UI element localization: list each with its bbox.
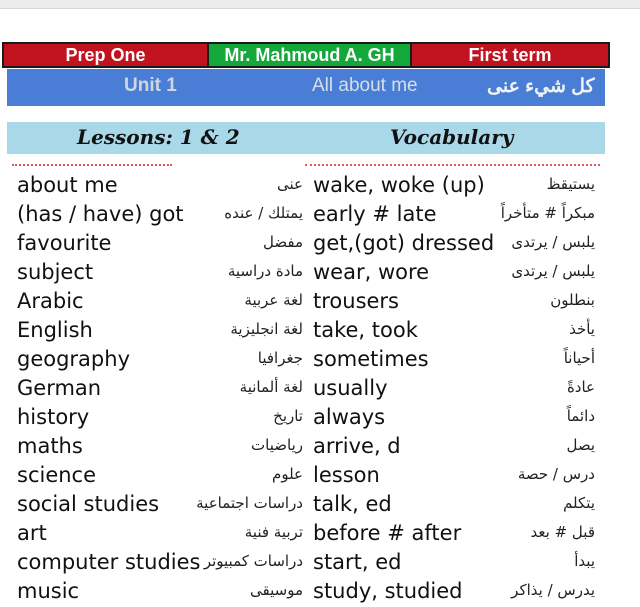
header-grade: Prep One <box>4 44 209 66</box>
vocab-row <box>313 288 595 317</box>
vocab-word-english: social studies <box>17 492 160 516</box>
vocab-row <box>313 201 595 230</box>
vocab-word-english: usually <box>313 376 388 400</box>
vocab-column-left <box>17 172 303 607</box>
vocab-word-arabic: يمتلك / عنده <box>224 204 303 222</box>
vocab-row <box>17 288 303 317</box>
vocab-row <box>313 172 595 201</box>
vocab-word-arabic: مفضل <box>263 233 303 251</box>
header-teacher: Mr. Mahmoud A. GH <box>209 44 412 66</box>
vocab-word-english: about me <box>17 173 118 197</box>
vocab-word-arabic: تاريخ <box>273 407 303 425</box>
vocab-word-english: German <box>17 376 102 400</box>
vocab-row <box>17 549 303 578</box>
header-row <box>2 42 610 68</box>
vocab-row <box>313 462 595 491</box>
vocab-word-english: Arabic <box>17 289 84 313</box>
vocab-row <box>17 520 303 549</box>
vocab-row <box>313 520 595 549</box>
vocab-word-english: art <box>17 521 47 545</box>
vocab-word-arabic: يأخذ <box>569 320 595 338</box>
vocab-word-arabic: جغرافيا <box>257 349 303 367</box>
vocab-word-arabic: علوم <box>272 465 303 483</box>
vocab-word-english: sometimes <box>313 347 429 371</box>
vocab-word-english: history <box>17 405 90 429</box>
vocab-word-english: get,(got) dressed <box>313 231 495 255</box>
vocab-word-english: subject <box>17 260 94 284</box>
vocab-row <box>313 549 595 578</box>
vocab-word-arabic: دراسات اجتماعية <box>196 494 303 512</box>
vocab-word-english: wake, woke (up) <box>313 173 485 197</box>
vocab-word-arabic: بنطلون <box>550 291 595 309</box>
header-term: First term <box>412 44 608 66</box>
vocab-row <box>313 433 595 462</box>
vocab-row <box>17 259 303 288</box>
vocab-word-arabic: دائماً <box>566 407 595 425</box>
vocab-row <box>17 578 303 607</box>
unit-bar <box>7 69 605 106</box>
vocab-row <box>313 491 595 520</box>
vocab-word-english: music <box>17 579 80 603</box>
vocab-row <box>313 259 595 288</box>
lessons-bar <box>7 122 605 154</box>
vocab-column-right <box>313 172 595 607</box>
vocab-word-arabic: موسيقى <box>250 581 303 599</box>
unit-title: All about me <box>312 75 418 96</box>
divider-left <box>12 164 172 166</box>
vocab-word-arabic: يستيقظ <box>546 175 595 193</box>
vocab-row <box>17 230 303 259</box>
vocab-word-arabic: مادة دراسية <box>227 262 303 280</box>
vocab-word-arabic: عادةً <box>566 378 595 396</box>
vocab-word-arabic: يصل <box>566 436 595 454</box>
vocab-word-english: lesson <box>313 463 380 487</box>
vocab-word-arabic: تربية فنية <box>244 523 303 541</box>
vocab-row <box>313 578 595 607</box>
vocab-word-english: before # after <box>313 521 462 545</box>
vocab-row <box>17 433 303 462</box>
vocab-word-arabic: لغة عربية <box>244 291 303 309</box>
vocab-row <box>313 375 595 404</box>
vocab-word-english: always <box>313 405 386 429</box>
top-border <box>0 0 640 9</box>
vocab-word-english: (has / have) got <box>17 202 184 226</box>
vocab-word-english: trousers <box>313 289 399 313</box>
vocab-word-english: early # late <box>313 202 437 226</box>
vocab-word-arabic: أحياناً <box>563 349 595 367</box>
vocab-word-english: arrive, d <box>313 434 401 458</box>
unit-label: Unit 1 <box>124 75 177 96</box>
vocab-word-english: study, studied <box>313 579 463 603</box>
vocab-word-arabic: لغة ألمانية <box>239 378 303 396</box>
vocab-word-arabic: يبدأ <box>574 552 595 570</box>
vocab-word-arabic: يلبس / يرتدى <box>511 233 595 251</box>
vocab-word-arabic: درس / حصة <box>517 465 595 483</box>
unit-title-arabic: كل شيء عنى <box>487 76 595 97</box>
vocab-row <box>17 172 303 201</box>
vocabulary-label: Vocabulary <box>390 125 514 149</box>
vocab-word-arabic: مبكراً # متأخراً <box>500 204 595 222</box>
vocab-word-english: favourite <box>17 231 112 255</box>
vocab-word-english: science <box>17 463 97 487</box>
vocab-row <box>17 404 303 433</box>
vocab-word-arabic: قبل # بعد <box>530 523 595 541</box>
vocab-word-english: maths <box>17 434 83 458</box>
vocab-row <box>313 317 595 346</box>
vocab-word-english: English <box>17 318 93 342</box>
vocab-word-english: start, ed <box>313 550 402 574</box>
vocab-row <box>17 375 303 404</box>
vocab-word-english: geography <box>17 347 130 371</box>
vocab-row <box>313 230 595 259</box>
vocab-word-arabic: لغة انجليزية <box>230 320 303 338</box>
vocab-row <box>313 346 595 375</box>
vocab-word-arabic: يتكلم <box>563 494 595 512</box>
vocab-row <box>17 201 303 230</box>
vocab-word-english: wear, wore <box>313 260 430 284</box>
vocab-word-arabic: رياضيات <box>251 436 303 454</box>
vocab-word-english: talk, ed <box>313 492 392 516</box>
vocab-word-english: take, took <box>313 318 418 342</box>
vocab-row <box>17 462 303 491</box>
vocab-row <box>17 317 303 346</box>
vocab-row <box>17 346 303 375</box>
lessons-label: Lessons: 1 & 2 <box>77 125 240 149</box>
vocab-word-arabic: دراسات كمبيوتر <box>203 552 303 570</box>
vocab-word-english: computer studies <box>17 550 201 574</box>
vocab-row <box>17 491 303 520</box>
vocab-word-arabic: يدرس / يذاكر <box>511 581 595 599</box>
vocab-word-arabic: يلبس / يرتدى <box>511 262 595 280</box>
vocab-word-arabic: عنى <box>277 175 303 193</box>
divider-right <box>305 164 600 166</box>
vocab-row <box>313 404 595 433</box>
